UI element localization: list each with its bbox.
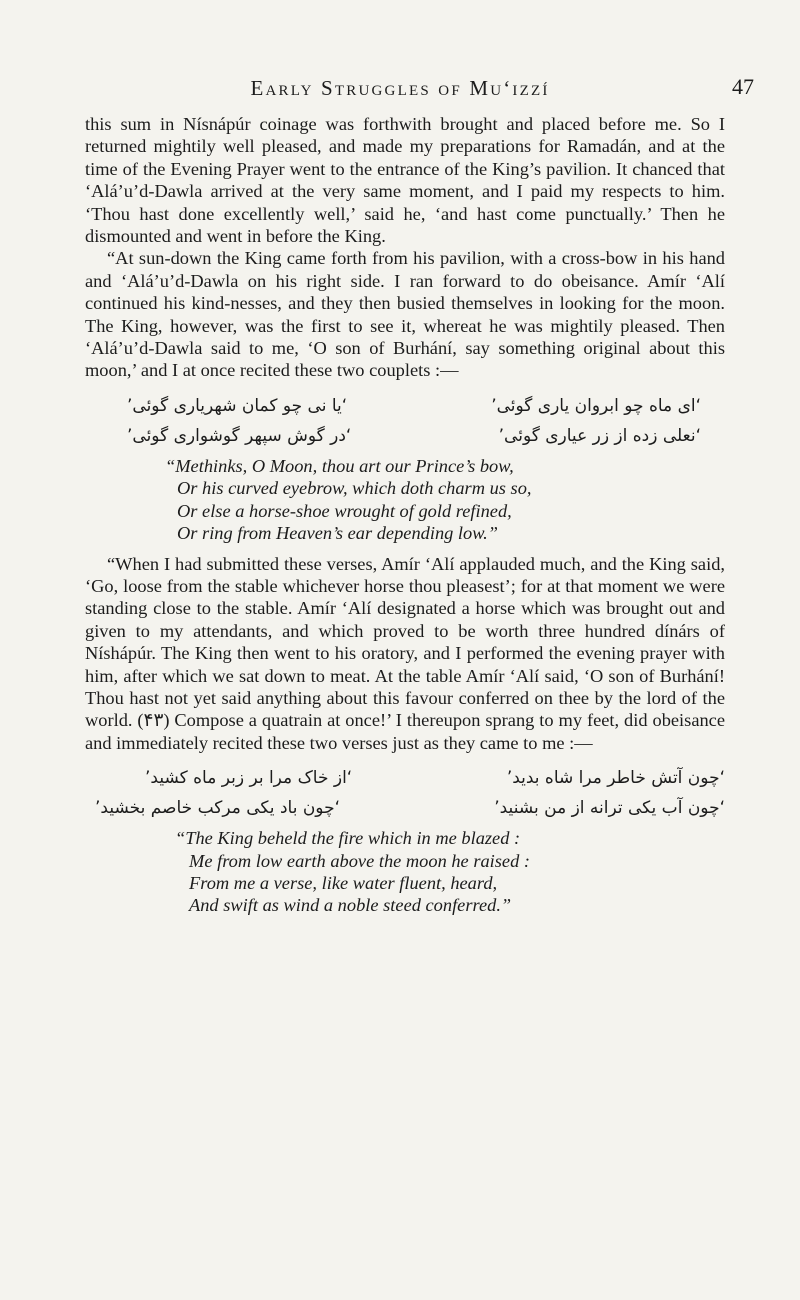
paragraph-1: this sum in Nísnápúr coinage was forthwith brought and placed before me. So I returned mightily well pleased, and made my preparations for Ramadán, and at the time of the Evening Prayer went to the entrance of the King’s pavilion. It chanced that ‘Alá’u’d-Dawla arrived at the very same moment, and I paid my respects to him. ‘Thou hast done excellently well,’ said he, ‘and hast come punctually.’ Then he dismounted and went in before the King. — [85, 114, 725, 247]
paragraph-2: “At sun-down the King came forth from his pavilion, with a cross-bow in his hand and ‘Alá’u’d-Dawla on his right side. I ran forward to do obeisance. Amír ‘Alí continued his kind-nesses, and they then busied themselves in looking for the moon. The King, however, was the first to see it, whereat he was mightily pleased. Then ‘Alá’u’d-Dawla said to me, ‘O son of Burhání, say something original about this moon,’ and I at once recited these two couplets :— — [85, 248, 725, 381]
verse-1-line-4: Or ring from Heaven’s ear depending low.” — [177, 523, 498, 544]
verse-1-line-3: Or else a horse-shoe wrought of gold refined, — [177, 500, 512, 521]
persian-verse-2-line-1-right: ‘چون آتش خاطر مرا شاه بدید’ — [506, 768, 725, 789]
page-number: 47 — [732, 74, 754, 99]
persian-verse-1-line-1-left: ‘یا نی چو کمان شهریاری گوئی’ — [127, 395, 348, 416]
page-header — [0, 74, 800, 106]
verse-2-line-2: Me from low earth above the moon he raised : — [189, 850, 531, 871]
persian-verse-1-line-1-right: ‘ای ماه چو ابروان یاری گوئی’ — [491, 395, 701, 416]
verse-1-line-1: “Methinks, O Moon, thou art our Prince’s bow, — [165, 455, 514, 476]
persian-verse-block-1 — [85, 391, 725, 451]
english-verse-1 — [85, 455, 725, 545]
paragraph-3: “When I had submitted these verses, Amír ‘Alí applauded much, and the King said, ‘Go, loose from the stable whichever horse thou pleasest’; for at that moment we were standing close to the stable. Amír ‘Alí designated a horse which was brought out and given to my attendants, and which proved to be worth three hundred dínárs of Níshápúr. The King then went to his oratory, and I performed the evening prayer with him, after which we sat down to meat. At the table Amír ‘Alí said, ‘O son of Burhání! Thou hast not yet said anything about this favour conferred on thee by the lord of the world. (۴۳) Compose a quatrain at once!’ I thereupon sprang to my feet, did obeisance and immediately recited these two verses just as they came to me :— — [85, 553, 725, 753]
body-text — [85, 113, 725, 925]
running-head: Early Struggles of Mu‘izzí — [250, 76, 550, 100]
verse-2-line-1: “The King beheld the fire which in me blazed : — [175, 828, 521, 849]
verse-1-line-2: Or his curved eyebrow, which doth charm us so, — [177, 478, 532, 499]
persian-verse-1-line-2-right: ‘نعلی زده از زر عیاری گوئی’ — [498, 425, 701, 446]
persian-verse-2-line-2-left: ‘چون باد یکی مرکب خاصم بخشید’ — [95, 798, 341, 819]
persian-verse-2-line-2-right: ‘چون آب یکی ترانه از من بشنید’ — [494, 798, 725, 819]
persian-verse-2-line-1-left: ‘از خاک مرا بر زبر ماه کشید’ — [145, 768, 353, 789]
verse-2-line-4: And swift as wind a noble steed conferred.” — [189, 895, 512, 916]
english-verse-2 — [85, 827, 725, 917]
persian-verse-1-line-2-left: ‘در گوش سپهر گوشواری گوئی’ — [127, 425, 352, 446]
verse-2-line-3: From me a verse, like water fluent, heard, — [189, 872, 498, 893]
persian-verse-block-2 — [85, 763, 725, 823]
